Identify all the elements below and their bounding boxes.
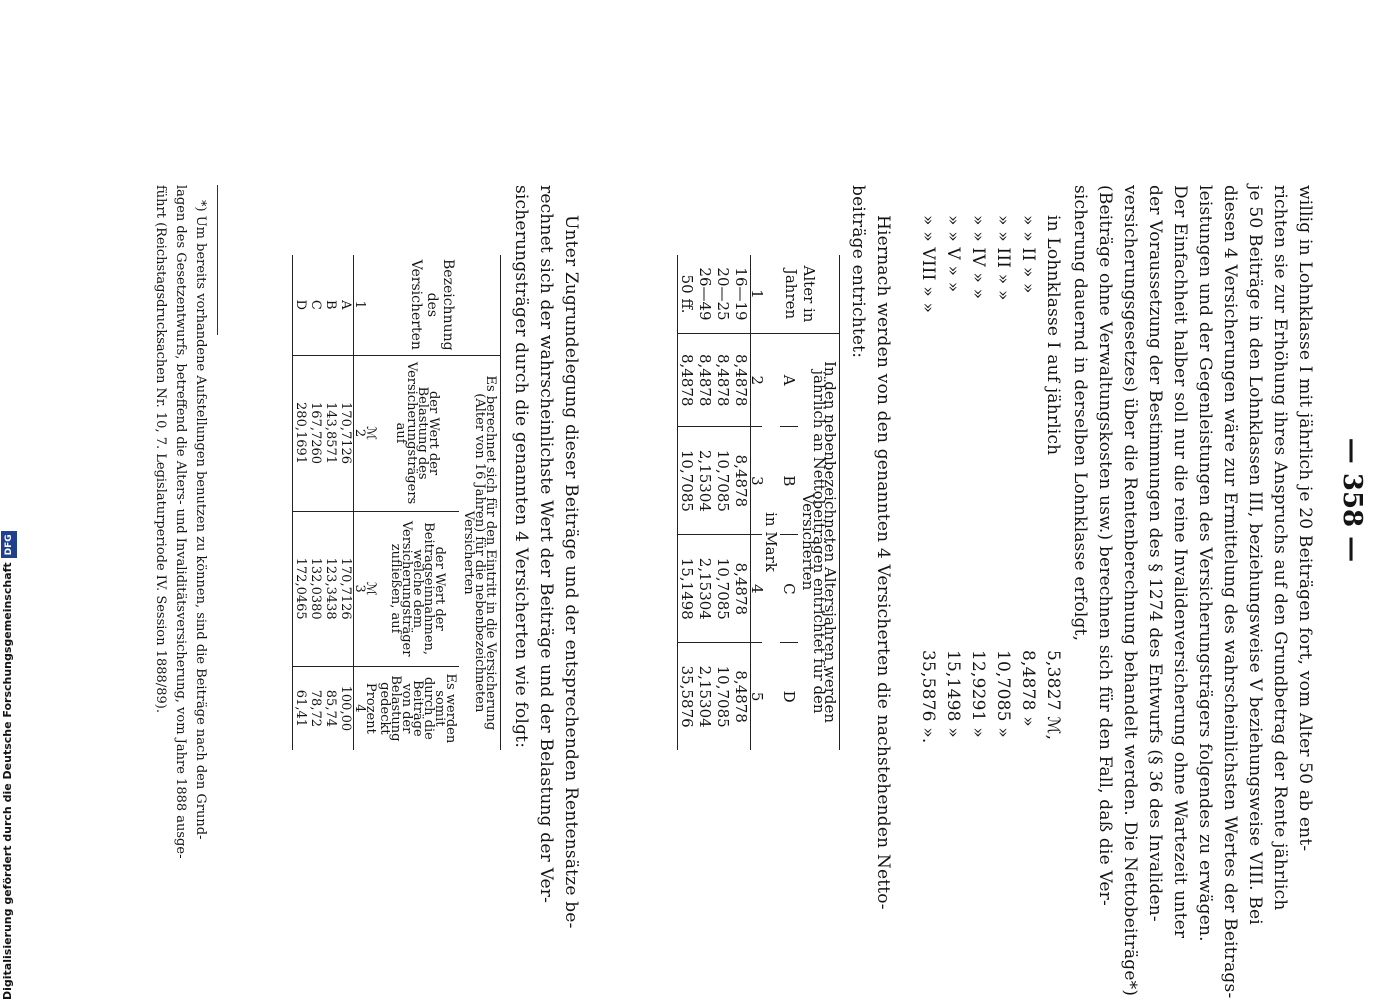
table2-subheader: Es werden somit durch die Beiträge von der Belastung gedeckt [376,666,459,750]
table1-subheader: C [780,535,798,643]
unter-line: sicherungsträger durch die genannten 4 Versicherten wie folgt: [511,185,531,749]
body-line: versicherungsgesetzes) über die Rentenberechnung behandelt werden. Die Nettobeiträge*) [1120,185,1140,997]
wage-class-label: in Lohnklasse I auf jährlich [1043,215,1063,456]
table2-header-insured: Bezeichnung des Versicherten [408,259,457,351]
table2-colnum: 1 [352,300,367,309]
body-line: diesen 4 Versicherungen wäre zur Ermittelung des wahrscheinlichsten Wertes der Beitrags- [1220,185,1240,999]
table-row [338,255,354,750]
table-row [323,255,338,750]
valuation-table [292,255,501,750]
wage-class-value: 5,3827 ℳ, [1043,650,1063,741]
table1-cell: 8,4878 [696,334,714,427]
body-line: willig in Lohnklasse I mit jährlich je 20 Beiträgen fort, vom Alter 50 ab ent- [1295,185,1315,852]
page-number: — 358 — [1337,437,1367,563]
footnote-line: lagen des Gesetzentwurfs, betreffend die Alters- und Invaliditätsversicherung, vom Jahre 1888 ausge- [173,185,188,859]
table1-colnum: 4 [751,535,763,643]
body-line: Der Einfachheit halber soll nur die reine Invalidenversicherung ohne Wartezeit unter [1170,185,1190,939]
table2-cell: 61,41 [293,666,309,750]
table1-cell: 10,7085 [714,643,732,750]
unter-line: Unter Zugrundelegung dieser Beiträge und der entsprechenden Rentensätze be- [561,215,581,929]
table2-cell: 170,7126 [338,511,354,666]
table1-subheader: B [780,427,798,535]
table2-cell: 100,00 [338,666,354,750]
table1-cell: 2,15304 [696,535,714,643]
table2-unit: ℳ [365,511,376,666]
body-line: leistungen und der Gegenleistungen des Versicherungsträgers folgendes zu erwägen. [1195,185,1215,942]
table2-subheader: der Wert der Belastung des Versicherungsträgers auf [376,355,459,511]
table2-cell: 170,7126 [338,355,354,511]
table2-cell: 123,3438 [323,511,338,666]
wage-class-label: » » V » » [943,215,963,293]
table2-unit: ℳ [365,355,376,511]
table1-unit: in Mark [762,334,780,751]
table2-group-header: Es berechnet sich für den Eintritt in die Versicherung (Alter von 16 Jahren) für die nebenbezeichneten Versicherten [459,355,501,750]
footnote-line: *) Um bereits vorhandene Aufstellungen benutzen zu können, sind die Beiträge nach den Grund- [193,200,208,840]
wage-class-value: 15,1498 » [943,650,963,738]
table1-cell: 26—49 [696,267,714,321]
table2-cell: 132,0380 [308,511,323,666]
footnote-line: führt (Reichstagsdrucksachen Nr. 10, 7. Legislaturperiode IV. Session 1888/89). [153,185,168,713]
unter-line: rechnet sich der wahrscheinlichste Wert der Beiträge und der Belastung der Ver- [536,185,556,904]
table2-cell: 172,0465 [293,511,309,666]
table1-subheader: A [780,334,798,427]
table1-cell: 15,1498 [678,535,697,643]
table2-colnum: 2 [354,355,366,511]
table1-cell: 10,7085 [714,427,732,535]
table1-colnum: 2 [751,334,763,427]
table1-subheader: D [780,643,798,750]
table2-cell: D [293,299,308,311]
table1-cell: 10,7085 [678,427,697,535]
table1-cell: 10,7085 [714,535,732,643]
table2-colnum: 4 [354,666,366,750]
table1-cell: 16—19 [732,267,750,321]
body-line: sicherung dauernd in derselben Lohnklasse erfolgt, [1070,185,1090,642]
table1-cell: 8,4878 [678,334,697,427]
table1-cell: 8,4878 [732,535,751,643]
table2-colnum: 3 [354,511,366,666]
table2-cell: A [338,300,353,310]
wage-class-label: » » VIII » » [918,215,938,314]
table2-cell: 78,72 [308,666,323,750]
dfg-logo: DFG [1,531,17,558]
table1-cell: 50 ff. [678,274,696,314]
table-row [308,255,323,750]
wage-class-value: 12,9291 » [968,650,988,738]
contributions-table [677,255,840,750]
table1-cell: 20—25 [714,267,732,321]
table-row [293,255,309,750]
wage-class-label: » » III » » [993,215,1013,301]
table-row [714,255,732,750]
wage-class-value: 35,5876 ». [918,650,938,744]
wage-class-value: 8,4878 » [1018,650,1038,727]
table2-cell: 167,7260 [308,355,323,511]
table1-cell: 2,15304 [696,643,714,750]
table1-colnum: 3 [751,427,763,535]
table1-cell: 2,15304 [696,427,714,535]
dfg-credit-text: Digitalisierung gefördert durch die Deutsche Forschungsgemeinschaft [1,562,14,1000]
body-line: je 50 Beiträge in den Lohnklassen III, beziehungsweise V beziehungsweise VIII. Bei [1245,185,1265,925]
table-row [696,255,714,750]
wage-class-value: 10,7085 » [993,650,1013,738]
table1-cell: 8,4878 [714,334,732,427]
table2-cell: 85,74 [323,666,338,750]
table2-cell: B [323,300,338,310]
table1-colnum: 1 [748,289,766,299]
body-line: der Voraussetzung der Bestimmungen des § 1274 des Entwurfs (§ 36 des Invaliden- [1145,185,1165,922]
wage-class-label: » » II » » [1018,215,1038,294]
table1-cell: 8,4878 [732,334,751,427]
hiernach-line: Hiernach werden von den genannten 4 Versicherten die nachstehenden Netto- [873,215,893,910]
dfg-credit-sidebar [0,534,16,1000]
footnote-rule [217,185,218,335]
table-row [732,255,751,750]
body-line: richten sie zur Erhöhung ihres Anspruchs auf den Grundbetrag der Rente jährlich [1270,185,1290,911]
table2-cell: 143,8571 [323,355,338,511]
table1-colnum: 5 [751,643,763,750]
table2-cell: 280,1691 [293,355,309,511]
table1-group-header: In den nebenbezeichneten Altersjahren werden jährlich an Nettobeiträgen entrichtet für den Versicherten [798,334,840,751]
table1-cell: 35,5876 [678,643,697,750]
table1-cell: 8,4878 [732,427,751,535]
table2-unit: Prozent [365,666,376,750]
table2-subheader: der Wert der Beitragseinnahmen, welche dem Versicherungsträger zufließen, auf [376,511,459,666]
table1-cell: 8,4878 [732,643,751,750]
table2-cell: C [308,299,323,310]
hiernach-line: beiträge entrichtet: [848,185,868,359]
table-row [678,255,697,750]
body-line: (Beiträge ohne Verwaltungskosten usw.) berechnen sich für den Fall, daß die Ver- [1095,185,1115,906]
wage-class-label: » » IV » » [968,215,988,300]
table1-header-age: Alter in Jahren [782,265,819,323]
